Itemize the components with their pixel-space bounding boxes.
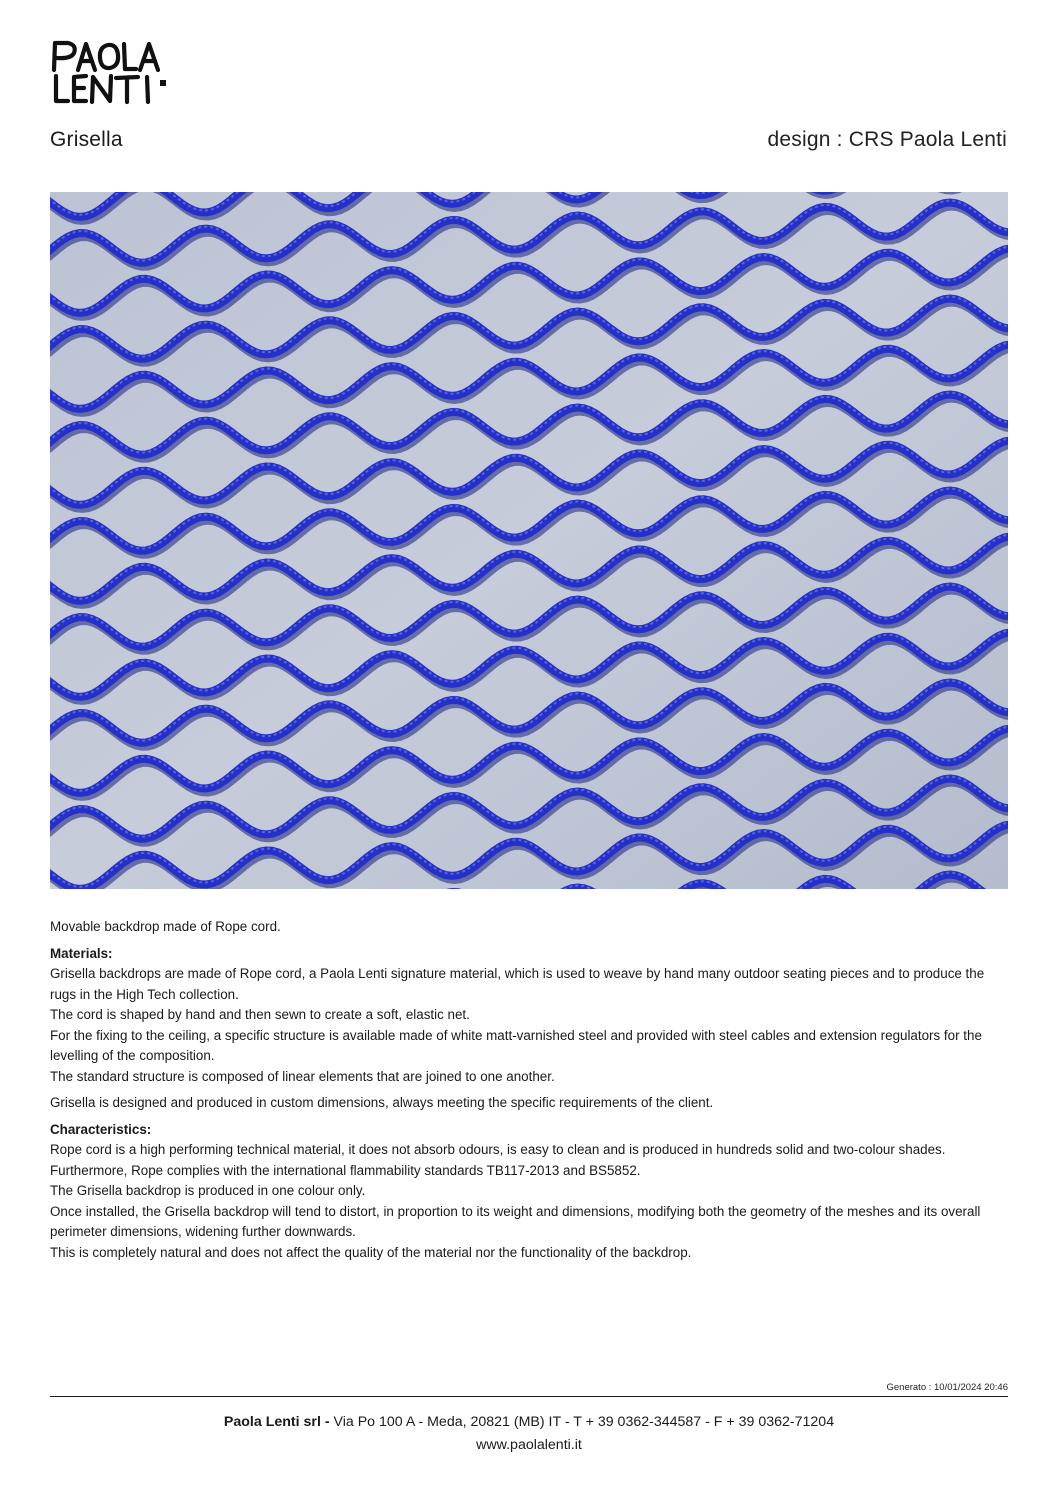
product-photo bbox=[50, 192, 1008, 889]
footer-divider bbox=[50, 1396, 1008, 1397]
rope-net-illustration bbox=[50, 192, 1008, 889]
characteristics-paragraph: This is completely natural and does not affect the quality of the material nor the functionality of the backdrop. bbox=[50, 1244, 692, 1260]
designer-credit: design : CRS Paola Lenti bbox=[767, 128, 1007, 151]
characteristics-paragraph: Once installed, the Grisella backdrop will tend to distort, in proportion to its weight and dimensions, modifying both the geometry of the meshes and its overall perimeter dimensions, widening further downwards. bbox=[50, 1203, 981, 1239]
characteristics-paragraph: Furthermore, Rope complies with the international flammability standards TB117-2013 and BS5852. bbox=[50, 1162, 641, 1178]
custom-dimensions-text: Grisella is designed and produced in custom dimensions, always meeting the specific requirements of the client. bbox=[50, 1095, 714, 1110]
product-title: Grisella bbox=[50, 128, 123, 151]
materials-paragraph: The standard structure is composed of linear elements that are joined to one another. bbox=[50, 1068, 555, 1084]
company-address: Via Po 100 A - Meda, 20821 (MB) IT - T + 39 0362-344587 - F + 39 0362-71204 bbox=[329, 1414, 835, 1430]
company-name: Paola Lenti srl - bbox=[223, 1414, 330, 1430]
paola-lenti-logo bbox=[50, 40, 176, 106]
materials-paragraph: Grisella backdrops are made of Rope cord, a Paola Lenti signature material, which is used to weave by hand many outdoor seating pieces and to produce the rugs in the High Tech collection. bbox=[50, 966, 985, 1002]
generated-timestamp: Generato : 10/01/2024 20:46 bbox=[886, 1382, 1008, 1393]
product-description bbox=[50, 917, 1008, 1263]
website-link[interactable]: www.paolalenti.it bbox=[476, 1437, 582, 1453]
intro-text: Movable backdrop made of Rope cord. bbox=[50, 919, 281, 934]
materials-paragraph: For the fixing to the ceiling, a specific structure is available made of white matt-varnished steel and provided with steel cables and extension regulators for the levelling of the composition. bbox=[50, 1027, 982, 1063]
materials-paragraph: The cord is shaped by hand and then sewn to create a soft, elastic net. bbox=[50, 1007, 470, 1022]
footer-address-line bbox=[0, 1414, 1058, 1430]
characteristics-heading: Characteristics: bbox=[50, 1121, 152, 1137]
characteristics-paragraph: Rope cord is a high performing technical material, it does not absorb odours, is easy to clean and is produced in hundreds solid and two-colour shades. bbox=[50, 1142, 946, 1157]
logo-mark bbox=[50, 40, 176, 106]
characteristics-paragraph: The Grisella backdrop is produced in one colour only. bbox=[50, 1183, 366, 1198]
materials-heading: Materials: bbox=[50, 945, 113, 961]
